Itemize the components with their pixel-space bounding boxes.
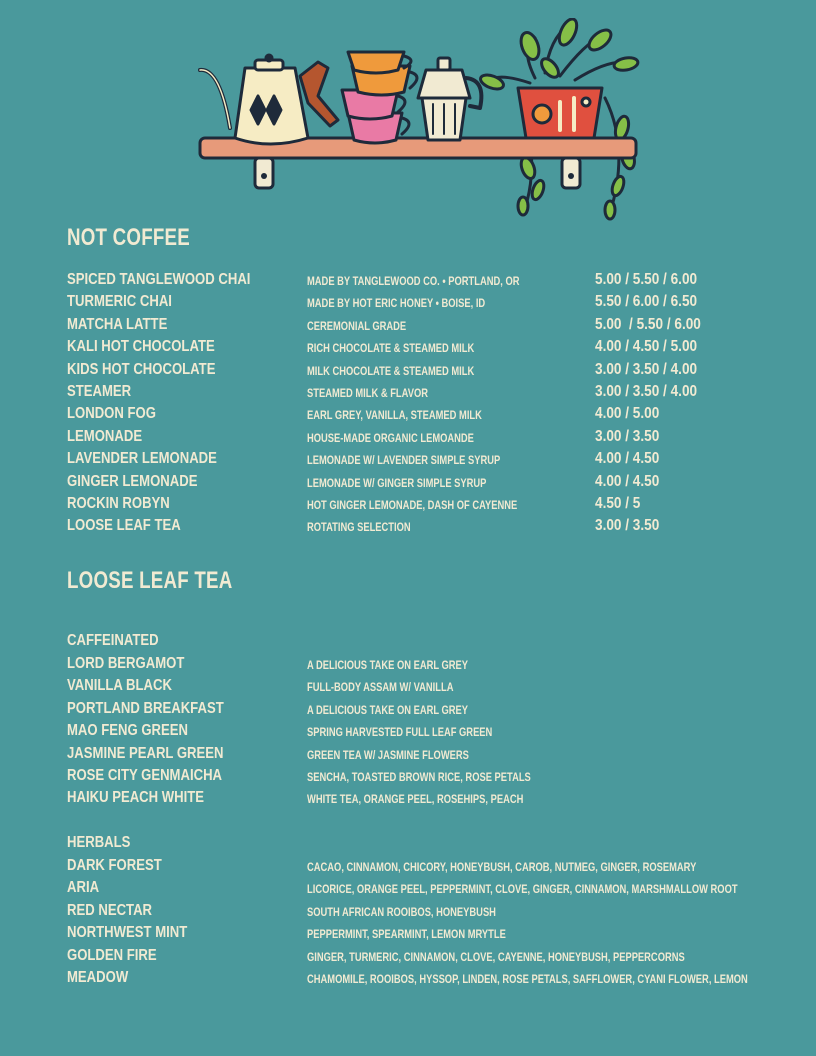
menu-item-row — [0, 677, 816, 699]
item-name: JASMINE PEARL GREEN — [67, 744, 224, 762]
menu-item-row — [0, 879, 816, 901]
item-name: MATCHA LATTE — [67, 315, 168, 333]
section-title-not-coffee: NOT COFFEE — [67, 224, 190, 251]
item-name: VANILLA BLACK — [67, 677, 172, 695]
item-description: CHAMOMILE, ROOIBOS, HYSSOP, LINDEN, ROSE PETALS, SAFFLOWER, CYANI FLOWER, LEMON — [307, 972, 748, 986]
item-name: KIDS HOT CHOCOLATE — [67, 360, 216, 378]
item-description: MADE BY TANGLEWOOD CO. • PORTLAND, OR — [307, 274, 520, 288]
item-description: SPRING HARVESTED FULL LEAF GREEN — [307, 725, 493, 740]
item-price: 3.00 / 3.50 / 4.00 — [595, 360, 698, 378]
shelf-illustration — [190, 18, 650, 223]
item-name: LORD BERGAMOT — [67, 655, 185, 672]
item-name: GOLDEN FIRE — [67, 946, 157, 964]
item-description: WHITE TEA, ORANGE PEEL, ROSEHIPS, PEACH — [307, 792, 524, 807]
item-name: KALI HOT CHOCOLATE — [67, 338, 215, 356]
item-description: SENCHA, TOASTED BROWN RICE, ROSE PETALS — [307, 770, 531, 784]
item-description: A DELICIOUS TAKE ON EARL GREY — [307, 658, 469, 672]
item-price: 5.00 / 5.50 / 6.00 — [595, 271, 698, 288]
menu-item-row — [0, 316, 816, 338]
subheading-caffeinated: CAFFEINATED — [67, 632, 159, 649]
menu-item-row — [0, 450, 816, 472]
menu-item-row — [0, 517, 816, 539]
moka-pot-icon — [418, 58, 481, 140]
menu-item-row — [0, 969, 816, 991]
item-price: 5.50 / 6.00 / 6.50 — [595, 293, 698, 311]
menu-item-row — [0, 722, 816, 744]
item-name: LAVENDER LEMONADE — [67, 450, 217, 468]
item-price: 3.00 / 3.50 — [595, 517, 660, 535]
item-description: CEREMONIAL GRADE — [307, 318, 407, 333]
subheading-herbals: HERBALS — [67, 834, 131, 851]
item-name: HAIKU PEACH WHITE — [67, 789, 205, 807]
menu-item-row — [0, 947, 816, 969]
item-price: 4.50 / 5 — [595, 495, 641, 512]
item-description: CACAO, CINNAMON, CHICORY, HONEYBUSH, CAROB, NUTMEG, GINGER, ROSEMARY — [307, 860, 697, 874]
item-description: HOUSE-MADE ORGANIC LEMOANDE — [307, 430, 474, 445]
item-description: LEMONADE W/ GINGER SIMPLE SYRUP — [307, 475, 487, 490]
menu-item-row — [0, 495, 816, 517]
item-description: PEPPERMINT, SPEARMINT, LEMON MRYTLE — [307, 927, 506, 942]
item-name: MAO FENG GREEN — [67, 722, 189, 740]
item-name: ROCKIN ROBYN — [67, 495, 170, 512]
item-price: 4.00 / 4.50 — [595, 472, 660, 490]
menu-item-row — [0, 361, 816, 383]
menu-item-row — [0, 857, 816, 879]
item-description: RICH CHOCOLATE & STEAMED MILK — [307, 341, 475, 356]
item-description: ROTATING SELECTION — [307, 520, 411, 535]
item-name: TURMERIC CHAI — [67, 293, 172, 311]
item-description: GREEN TEA W/ JASMINE FLOWERS — [307, 747, 469, 762]
item-name: STEAMER — [67, 383, 132, 400]
menu-item-row — [0, 655, 816, 677]
item-description: LEMONADE W/ LAVENDER SIMPLE SYRUP — [307, 453, 501, 468]
item-name: ARIA — [67, 879, 100, 897]
item-name: LOOSE LEAF TEA — [67, 517, 181, 535]
item-name: MEADOW — [67, 969, 129, 986]
item-price: 4.00 / 5.00 — [595, 405, 660, 423]
menu-item-row — [0, 767, 816, 789]
item-name: RED NECTAR — [67, 901, 153, 919]
item-name: GINGER LEMONADE — [67, 472, 198, 490]
item-description: FULL-BODY ASSAM W/ VANILLA — [307, 680, 454, 695]
menu-item-row — [0, 745, 816, 767]
menu-item-row — [0, 700, 816, 722]
item-description: EARL GREY, VANILLA, STEAMED MILK — [307, 408, 482, 423]
item-name: PORTLAND BREAKFAST — [67, 699, 224, 717]
menu-item-row — [0, 428, 816, 450]
menu-item-row — [0, 293, 816, 315]
item-price: 4.00 / 4.50 — [595, 450, 660, 468]
menu-item-row — [0, 271, 816, 293]
item-description: MILK CHOCOLATE & STEAMED MILK — [307, 363, 475, 378]
item-name: NORTHWEST MINT — [67, 924, 188, 942]
stacked-cups-icon — [342, 52, 417, 143]
item-price: 3.00 / 3.50 / 4.00 — [595, 383, 698, 400]
item-description: SOUTH AFRICAN ROOIBOS, HONEYBUSH — [307, 904, 496, 919]
item-name: DARK FOREST — [67, 857, 162, 874]
section-title-loose-leaf: LOOSE LEAF TEA — [67, 567, 233, 594]
item-name: SPICED TANGLEWOOD CHAI — [67, 271, 251, 288]
menu-item-row — [0, 473, 816, 495]
item-description: LICORICE, ORANGE PEEL, PEPPERMINT, CLOVE, GINGER, CINNAMON, MARSHMALLOW ROOT — [307, 882, 738, 897]
menu-item-row — [0, 338, 816, 360]
item-price: 4.00 / 4.50 / 5.00 — [595, 338, 698, 356]
menu-item-row — [0, 924, 816, 946]
menu-item-row — [0, 902, 816, 924]
item-price: 5.00 / 5.50 / 6.00 — [595, 315, 701, 333]
item-description: A DELICIOUS TAKE ON EARL GREY — [307, 702, 469, 717]
menu-item-row — [0, 789, 816, 811]
item-description: STEAMED MILK & FLAVOR — [307, 386, 428, 400]
item-description: HOT GINGER LEMONADE, DASH OF CAYENNE — [307, 498, 518, 512]
item-name: LEMONADE — [67, 427, 143, 445]
item-description: MADE BY HOT ERIC HONEY • BOISE, ID — [307, 296, 486, 311]
item-name: ROSE CITY GENMAICHA — [67, 767, 223, 784]
item-name: LONDON FOG — [67, 405, 156, 423]
menu-item-row — [0, 405, 816, 427]
kettle-icon — [200, 55, 338, 144]
item-price: 3.00 / 3.50 — [595, 427, 660, 445]
menu-item-row — [0, 383, 816, 405]
item-description: GINGER, TURMERIC, CINNAMON, CLOVE, CAYENNE, HONEYBUSH, PEPPERCORNS — [307, 949, 685, 964]
